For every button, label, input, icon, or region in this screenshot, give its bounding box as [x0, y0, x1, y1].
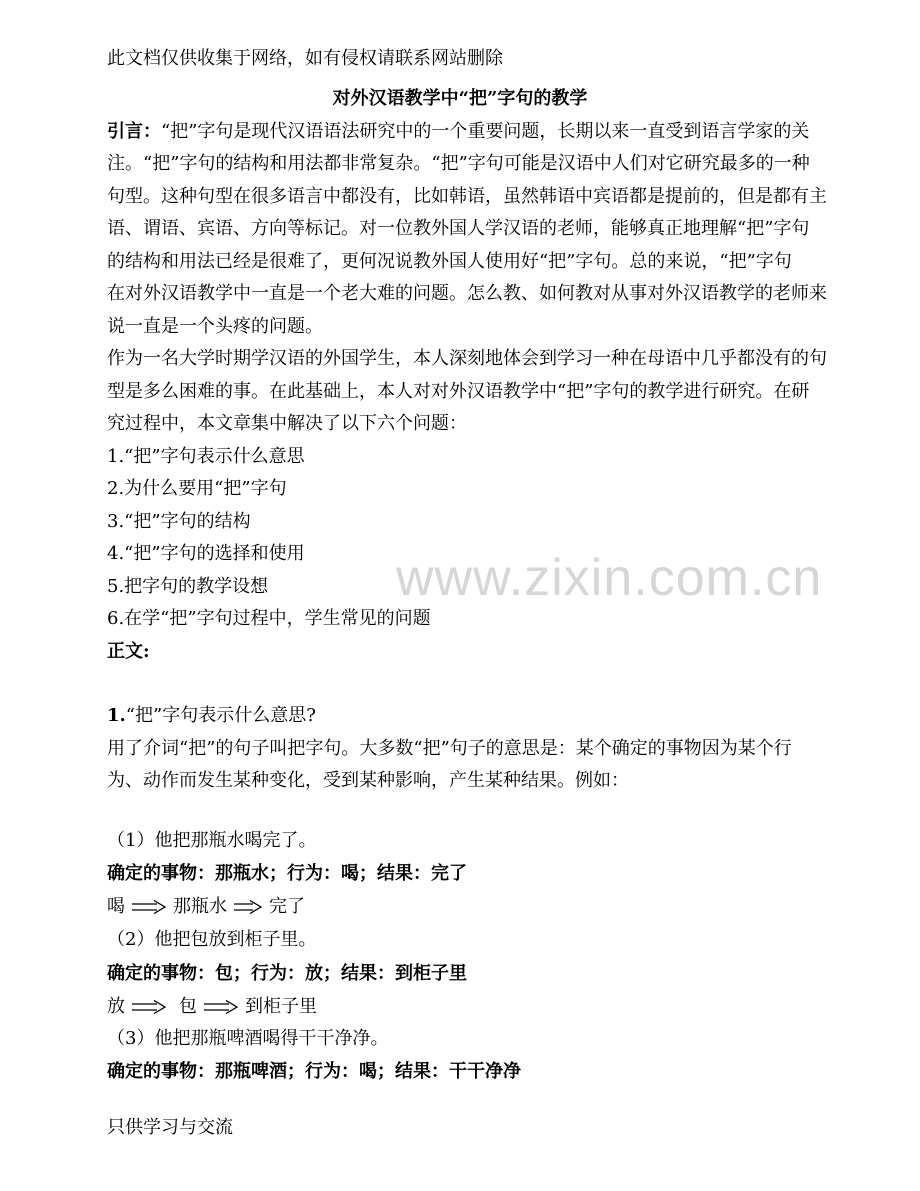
double-right-arrow-icon [131, 1000, 167, 1014]
intro-line-5: 的结构和用法已经是很难了，更何况说教外国人使用好“把”字句。总的来说，“把”字句 [107, 251, 792, 272]
intro-line-3: 句型。这种句型在很多语言中都没有，比如韩语，虽然韩语中宾语都是提前的，但是都有主 [107, 186, 827, 207]
question-item: 6.在学“把”字句过程中，学生常见的问题 [107, 608, 431, 629]
flow-object: 包 [179, 996, 197, 1017]
flow-result: 到柜子里 [245, 996, 317, 1017]
flow-verb: 放 [107, 996, 125, 1017]
flow-verb: 喝 [107, 896, 125, 917]
watermark: www.zixin.com.cn [396, 549, 823, 607]
question-item: 1.“把”字句表示什么意思 [107, 446, 305, 467]
intro-line-4: 语、谓语、宾语、方向等标记。对一位教外国人学汉语的老师，能够真正地理解“把”字句 [107, 218, 810, 239]
flow-result: 完了 [269, 896, 305, 917]
example-analysis: 确定的事物：那瓶水；行为：喝；结果：完了 [107, 863, 467, 884]
question-item: 2.为什么要用“把”字句 [107, 478, 287, 499]
question-item: 5.把字句的教学设想 [107, 576, 269, 597]
example-sentence: （2）他把包放到柜子里。 [107, 929, 317, 950]
intro-text: “把”字句是现代汉语语法研究中的一个重要问题，长期以来一直受到语言学家的关 [161, 121, 810, 142]
example-flow [107, 895, 817, 919]
para2-line-3: 究过程中，本文章集中解决了以下六个问题： [107, 413, 467, 434]
intro-line-6: 在对外汉语教学中一直是一个老大难的问题。怎么教、如何教对从事对外汉语教学的老师来 [107, 283, 827, 304]
example-sentence: （1）他把那瓶水喝完了。 [107, 830, 317, 851]
footer-note: 只供学习与交流 [107, 1117, 233, 1138]
section1-number: 1. [107, 705, 126, 726]
section1-line-2: 为、动作而发生某种变化，受到某种影响，产生某种结果。例如： [107, 770, 629, 791]
intro-label: 引言： [107, 121, 161, 142]
header-note: 此文档仅供收集于网络，如有侵权请联系网站删除 [107, 48, 503, 69]
question-item: 3.“把”字句的结构 [107, 511, 251, 532]
question-item: 4.“把”字句的选择和使用 [107, 543, 305, 564]
intro-line-2: 注。“把”字句的结构和用法都非常复杂。“把”字句可能是汉语中人们对它研究最多的一种 [107, 153, 810, 174]
double-right-arrow-icon [203, 1000, 239, 1014]
intro-line-7: 说一直是一个头疼的问题。 [107, 316, 323, 337]
example-flow [107, 995, 817, 1019]
intro-line-1 [107, 120, 817, 144]
body-label: 正文: [107, 641, 150, 662]
document-title: 对外汉语教学中“把”字句的教学 [332, 88, 588, 109]
section1-title: “把”字句表示什么意思? [125, 705, 316, 726]
para2-line-1: 作为一名大学时期学汉语的外国学生，本人深刻地体会到学习一种在母语中几乎都没有的句 [107, 348, 827, 369]
section1-line-1: 用了介词“把”的句子叫把字句。大多数“把”句子的意思是：某个确定的事物因为某个行 [107, 738, 792, 759]
flow-object: 那瓶水 [173, 896, 227, 917]
example-analysis: 确定的事物：那瓶啤酒；行为：喝；结果：干干净净 [107, 1061, 521, 1082]
para2-line-2: 型是多么困难的事。在此基础上，本人对对外汉语教学中“把”字句的教学进行研究。在研 [107, 381, 810, 402]
double-right-arrow-icon [131, 900, 167, 914]
example-sentence: （3）他把那瓶啤酒喝得干干净净。 [107, 1028, 389, 1049]
example-analysis: 确定的事物：包；行为：放；结果：到柜子里 [107, 963, 467, 984]
section1-heading [107, 704, 817, 728]
double-right-arrow-icon [233, 900, 263, 914]
